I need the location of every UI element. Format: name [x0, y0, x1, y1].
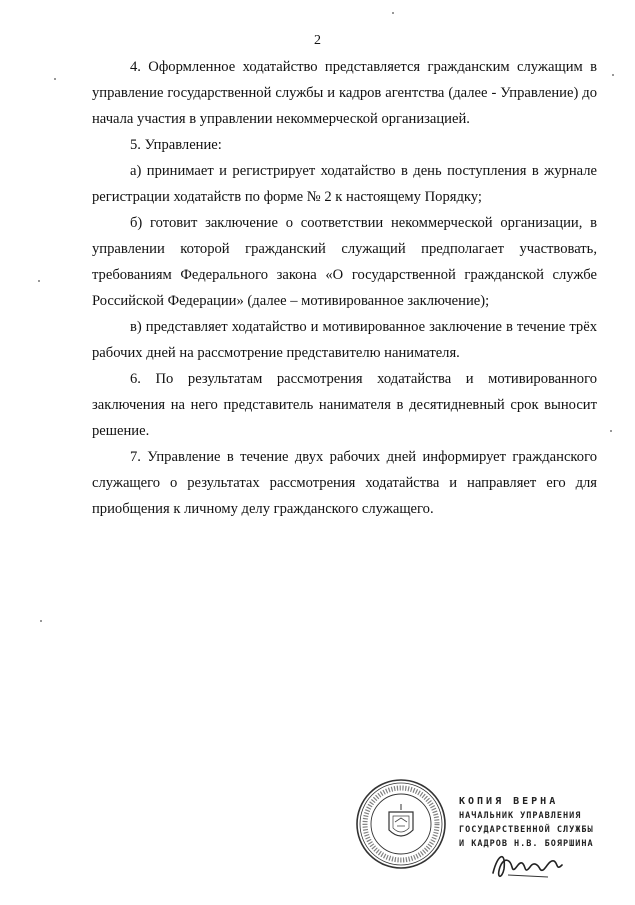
paragraph-7: 7. Управление в течение двух рабочих дней информирует гражданского служащего о результатах рассмотрения ходатайства и направляет его для приобщения к личному делу гражданского служащего.: [92, 449, 597, 517]
certification-name: И КАДРОВ Н.В. БОЯРШИНА: [459, 839, 594, 849]
paragraph-4: 4. Оформленное ходатайство представляется гражданским служащим в управление государственной службы и кадров агентства (далее - Управление) до начала участия в управлении некоммерческой организацией.: [92, 59, 597, 127]
document-body: [92, 54, 597, 522]
certification-title: КОПИЯ ВЕРНА: [459, 796, 559, 807]
paragraph-5v: в) представляет ходатайство и мотивированное заключение в течение трёх рабочих дней на рассмотрение представителю нанимателя.: [92, 319, 597, 361]
page-number: 2: [314, 33, 321, 48]
paragraph-5a: а) принимает и регистрирует ходатайство в день поступления в журнале регистрации ходатайств по форме № 2 к настоящему Порядку;: [92, 163, 597, 205]
scan-speck: [610, 430, 612, 432]
scan-speck: [392, 12, 394, 14]
handwritten-signature: [488, 845, 568, 890]
certification-block: [459, 795, 594, 851]
paragraph-5: 5. Управление:: [130, 137, 222, 153]
paragraph-5b: б) готовит заключение о соответствии некоммерческой организации, в управлении которой гражданский служащий предполагает участвовать, требованиям Федерального закона «О государственной гражданской службе Российской Федерации» (далее – мотивированное заключение);: [92, 215, 597, 309]
scan-speck: [38, 280, 40, 282]
round-seal-stamp: [355, 778, 447, 875]
scan-speck: [612, 74, 614, 76]
certification-position: НАЧАЛЬНИК УПРАВЛЕНИЯ: [459, 811, 582, 821]
paragraph-6: 6. По результатам рассмотрения ходатайства и мотивированного заключения на него представитель нанимателя в десятидневный срок выносит решение.: [92, 371, 597, 439]
scan-speck: [40, 620, 42, 622]
certification-department: ГОСУДАРСТВЕННОЙ СЛУЖБЫ: [459, 825, 594, 835]
scan-speck: [54, 78, 56, 80]
